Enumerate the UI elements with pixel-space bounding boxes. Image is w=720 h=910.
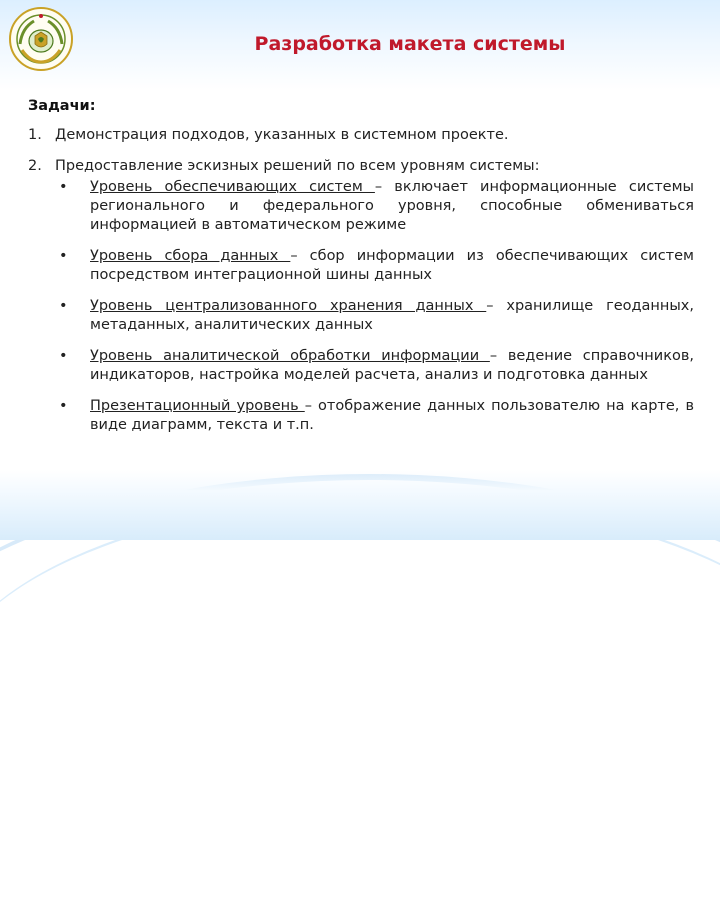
level-description: – хранилище геоданных, метаданных, аналитических данных <box>90 298 694 333</box>
level-description: – включает информационные системы регионального и федерального уровня, способные обмениваться информацией в автоматическом режиме <box>90 179 694 233</box>
list-item <box>55 247 694 285</box>
task-item-2 <box>28 157 694 176</box>
bullet-icon: • <box>59 298 68 314</box>
list-item <box>55 297 694 335</box>
level-name: Уровень обеспечивающих систем <box>90 179 375 195</box>
task-item-1 <box>28 126 694 145</box>
bullet-icon: • <box>59 348 68 364</box>
list-item <box>55 178 694 235</box>
bullet-icon: • <box>59 248 68 264</box>
task-text: Демонстрация подходов, указанных в системном проекте. <box>55 127 509 143</box>
page-title: Разработка макета системы <box>254 33 566 55</box>
task-text: Предоставление эскизных решений по всем уровням системы: <box>55 158 540 174</box>
slide-body <box>28 98 694 435</box>
system-levels-list <box>28 178 694 435</box>
level-name: Уровень аналитической обработки информации <box>90 348 490 364</box>
level-name: Уровень централизованного хранения данных <box>90 298 487 314</box>
decorative-arc-inner <box>0 497 720 910</box>
level-description: – ведение справочников, индикаторов, настройка моделей расчета, анализ и подготовка данных <box>90 348 694 383</box>
task-number: 1. <box>28 127 42 143</box>
footer-background <box>0 470 720 540</box>
level-name: Уровень сбора данных <box>90 248 291 264</box>
level-description: – сбор информации из обеспечивающих систем посредством интеграционной шины данных <box>90 248 694 283</box>
tasks-heading: Задачи: <box>28 98 96 114</box>
task-number: 2. <box>28 158 42 174</box>
university-emblem-icon <box>8 6 74 72</box>
level-name: Презентационный уровень <box>90 398 305 414</box>
bullet-icon: • <box>59 398 68 414</box>
list-item <box>55 397 694 435</box>
list-item <box>55 347 694 385</box>
bullet-icon: • <box>59 179 68 195</box>
level-description: – отображение данных пользователю на карте, в виде диаграмм, текста и т.п. <box>90 398 694 433</box>
